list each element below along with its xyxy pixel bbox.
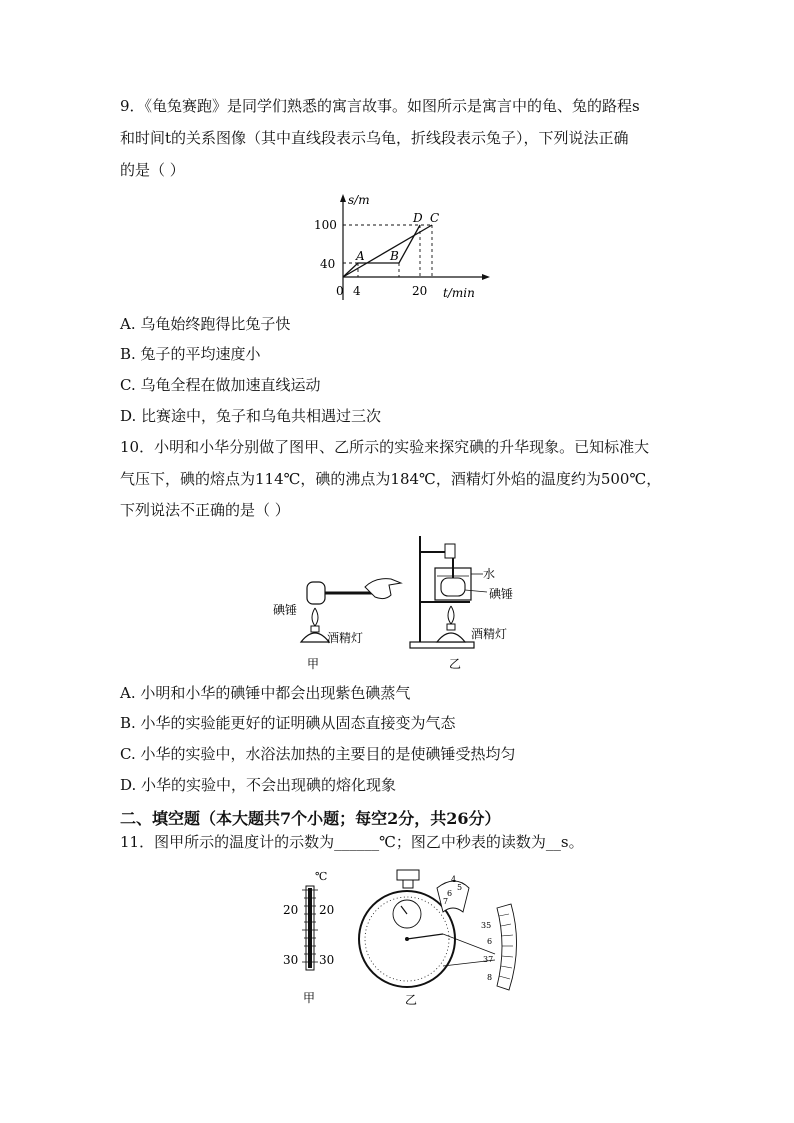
y-tick-100: 100: [314, 218, 337, 232]
alcohol-lamp-right-icon: [437, 633, 465, 642]
q11-stem: 11．图甲所示的温度计的示数为______℃；图乙中秒表的读数为__s。: [120, 833, 584, 851]
magnified-scale-right: [497, 904, 517, 990]
flame-left-icon: [312, 608, 318, 626]
caption-yi: 乙: [449, 657, 462, 671]
label-iodine-hammer-left: 碘锤: [273, 603, 298, 617]
section-2-title: 二、填空题（本大题共7个小题；每空2分，共26分）: [120, 809, 501, 828]
q10-option-c: C. 小华的实验中，水浴法加热的主要目的是使碘锤受热均匀: [120, 745, 516, 763]
stand-base: [410, 642, 474, 648]
q10-stem-line3: 下列说法不正确的是（ ）: [120, 501, 290, 519]
q10-option-d: D. 小华的实验中，不会出现碘的熔化现象: [120, 776, 397, 794]
iodine-hammer-in-bath: [441, 578, 465, 596]
thermo-20-right: 20: [319, 903, 335, 917]
thermo-30-right: 30: [319, 953, 335, 967]
caption-jia: 甲: [307, 657, 320, 671]
q10-option-a: A. 小明和小华的碘锤中都会出现紫色碘蒸气: [120, 684, 411, 702]
x-axis-arrow: [482, 274, 490, 280]
caption-stopwatch: 乙: [405, 993, 418, 1007]
q9-option-a: A. 乌龟始终跑得比兔子快: [120, 315, 291, 333]
origin-label: 0: [336, 284, 344, 298]
point-label-a: A: [356, 249, 365, 263]
scale-right-8: 8: [487, 973, 493, 982]
thermo-liquid: [308, 888, 312, 968]
clamp-head: [445, 544, 455, 558]
scale-top-5: 5: [457, 883, 463, 892]
label-water: 水: [483, 567, 496, 581]
q10-stem-line2: 气压下，碘的熔点为114℃，碘的沸点为184℃，酒精灯外焰的温度约为500℃，: [120, 470, 662, 488]
thermometer: [283, 870, 334, 1005]
q9-st-graph: [300, 188, 500, 310]
hand-icon: [365, 579, 401, 599]
caption-thermo: 甲: [303, 991, 316, 1005]
scale-top-4: 4: [451, 875, 457, 884]
q9-stem-line3: 的是（ ）: [120, 161, 185, 179]
scale-right-6: 6: [487, 937, 493, 946]
point-label-c: C: [430, 211, 440, 225]
q11-figure: [275, 862, 535, 1012]
point-label-d: D: [413, 211, 423, 225]
magnified-scale-top: [437, 881, 469, 912]
label-iodine-hammer-right: 碘锤: [489, 587, 514, 601]
q10-option-b: B. 小华的实验能更好的证明碘从固态直接变为气态: [120, 714, 456, 732]
flame-right-icon: [448, 606, 454, 624]
iodine-hammer-bulb: [307, 582, 325, 604]
label-lamp-right: 酒精灯: [471, 627, 508, 641]
q9-stem-line2: 和时间t的关系图像（其中直线段表示乌龟，折线段表示兔子），下列说法正确: [120, 129, 629, 147]
scale-right-37: 37: [483, 955, 494, 964]
q10-iodine-figure: [265, 530, 535, 675]
q9-option-d: D. 比赛途中，兔子和乌龟共相遇过三次: [120, 407, 382, 425]
stopwatch-crown: [397, 870, 419, 880]
y-axis-label: s/m: [348, 193, 370, 207]
scale-top-6: 6: [447, 889, 453, 898]
label-lamp-left: 酒精灯: [327, 631, 364, 645]
y-axis-arrow: [340, 194, 346, 202]
x-tick-4: 4: [353, 284, 361, 298]
scale-top-7: 7: [443, 897, 449, 906]
scale-right-35: 35: [481, 921, 492, 930]
thermo-30-left: 30: [283, 953, 299, 967]
q9-option-b: B. 兔子的平均速度小: [120, 345, 261, 363]
x-axis-label: t/min: [443, 286, 475, 300]
y-tick-40: 40: [320, 257, 336, 271]
thermo-20-left: 20: [283, 903, 299, 917]
hare-polyline: [343, 225, 420, 277]
alcohol-lamp-left-icon: [301, 633, 329, 642]
point-label-b: B: [390, 249, 399, 263]
q10-stem-line1: 10．小明和小华分别做了图甲、乙所示的实验来探究碘的升华现象。已知标准大: [120, 438, 650, 456]
q9-option-c: C. 乌龟全程在做加速直线运动: [120, 376, 321, 394]
setup-jia: [273, 579, 401, 671]
x-tick-20: 20: [412, 284, 428, 298]
q9-stem-line1: 9．《龟兔赛跑》是同学们熟悉的寓言故事。如图所示是寓言中的龟、兔的路程s: [120, 97, 640, 115]
thermo-unit: ℃: [315, 870, 328, 883]
stopwatch: [359, 870, 517, 1007]
setup-yi: [410, 536, 513, 671]
